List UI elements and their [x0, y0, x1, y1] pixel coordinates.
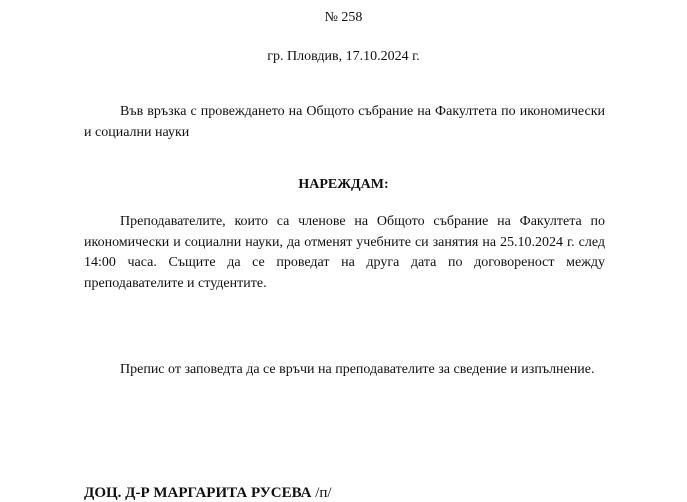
intro-paragraph: Във връзка с провеждането на Общото събрание на Факултета по икономически и социални науки: [84, 104, 605, 140]
copy-paragraph: Препис от заповедта да се връчи на преподавателите за сведение и изпълнение.: [120, 362, 595, 377]
signature-note: /п/: [315, 485, 332, 501]
order-heading: НАРЕЖДАМ:: [298, 177, 389, 192]
order-number: № 258: [324, 10, 363, 25]
signature-block: [84, 485, 332, 502]
signature-name: ДОЦ. Д-Р МАРГАРИТА РУСЕВА: [84, 485, 312, 501]
order-paragraph: Преподавателите, които са членове на Общото събрание на Факултета по икономически и социални науки, да отменят учебните си занятия на 25.10.2024 г. след 14:00 часа. Същите да се проведат на друга дата по договореност между преподавателите и студентите.: [84, 214, 605, 291]
place-date: гр. Пловдив, 17.10.2024 г.: [267, 49, 420, 64]
